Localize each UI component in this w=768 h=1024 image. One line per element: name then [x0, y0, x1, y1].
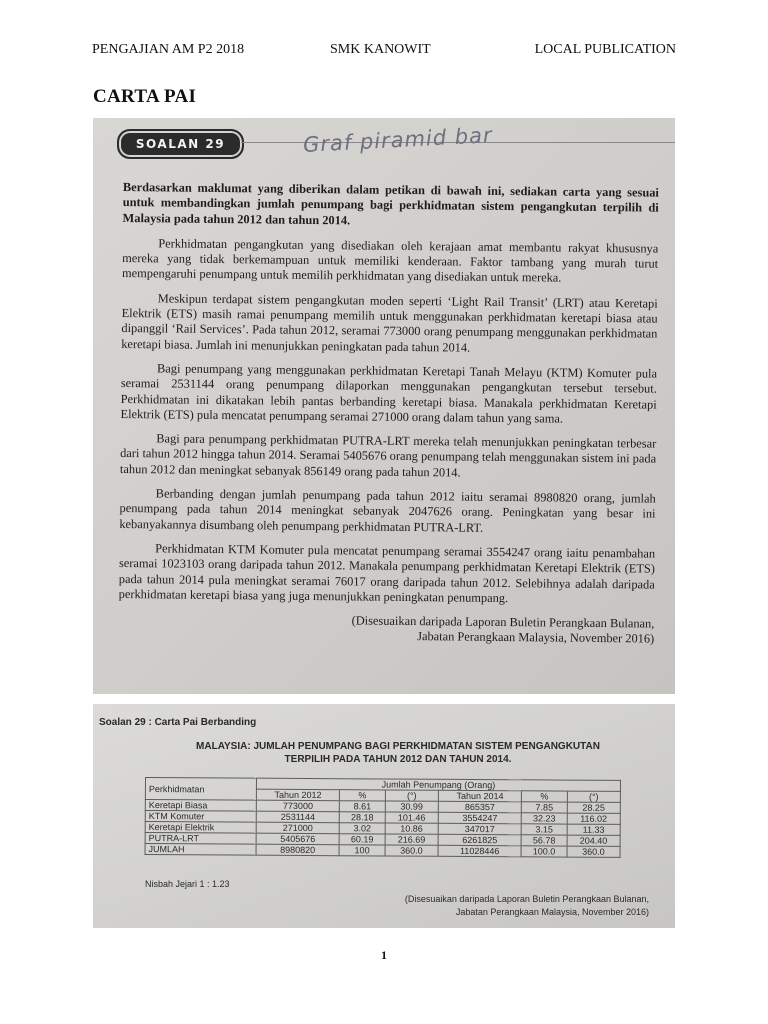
question-photo [93, 118, 675, 694]
table-cell: 7.85 [522, 802, 568, 813]
passage-paragraph-5: Berbanding dengan jumlah penumpang pada tahun 2012 iaitu seramai 8980820 orang, jumlah penumpang pada tahun 2014 meningkat sebanyak 2047626 orang. Peningkatan yang besar ini kebanyakannya disumbang oleh penumpang perkhidmatan PUTRA-LRT. [119, 486, 656, 535]
table-title-line-1: MALAYSIA: JUMLAH PENUMPANG BAGI PERKHIDMATAN SISTEM PENGANGKUTAN [196, 741, 600, 752]
table-cell: 3554247 [438, 812, 521, 824]
subheader-pct-2012: % [340, 790, 386, 801]
answer-table-photo [93, 704, 675, 928]
col-group: Jumlah Penumpang (Orang) [256, 778, 620, 791]
passage-paragraph-4: Bagi para penumpang perkhidmatan PUTRA-LRT mereka telah menunjukkan peningkatan terbesar dari tahun 2012 hingga tahun 2014. Seramai 5405676 orang penumpang telah menggunakan sistem ini pada tahun 2012 dan meningkat sebanyak 856149 orang pada tahun 2014. [119, 431, 657, 480]
table-cell: 3.02 [339, 823, 385, 834]
table-cell: 865357 [438, 801, 521, 813]
table-title [163, 740, 633, 766]
table-cell: 10.86 [385, 823, 438, 834]
row-name: Keretapi Elektrik [145, 822, 256, 834]
page-header [92, 42, 676, 62]
question-text [118, 180, 659, 647]
table-cell: 116.02 [567, 813, 620, 824]
subheader-deg-2012: (°) [385, 790, 438, 801]
table-cell: 5405676 [256, 833, 339, 845]
table-cell: 347017 [438, 823, 521, 835]
table-cell: 216.69 [385, 834, 438, 845]
page-number: 1 [381, 948, 387, 962]
table-cell: 204.40 [567, 835, 620, 846]
table-cell: 100.0 [521, 846, 567, 857]
table-cell: 60.19 [339, 834, 385, 845]
passage-source [118, 611, 654, 647]
table-cell: 30.99 [385, 801, 438, 812]
passage-paragraph-2: Meskipun terdapat sistem pengangkutan moden seperti ‘Light Rail Transit’ (LRT) atau Keretapi Elektrik (ETS) masih ramai penumpang memilih untuk menggunakan perkhidmatan keretapi biasa atau dipanggil ‘Rail Services’. Pada tahun 2012, seramai 773000 orang penumpang menggunakan perkhidmatan keretapi biasa. Jumlah ini menunjukkan peningkatan pada tahun 2014. [121, 291, 658, 355]
row-name: JUMLAH [145, 844, 256, 856]
table-cell: 11028446 [438, 845, 521, 857]
passage-paragraph-1: Perkhidmatan pengangkutan yang disediakan oleh kerajaan amat membantu rakyat khususnya mereka yang tidak berkemampuan untuk memiliki kenderaan. Faktor tambang yang murah turut mempengaruhi penumpang untuk memilih perkhidmatan yang disediakan untuk mereka. [121, 236, 659, 286]
table-cell: 360.0 [385, 845, 438, 856]
table-cell: 2531144 [256, 811, 339, 823]
table-source-line-2: Jabatan Perangkaan Malaysia, November 2016) [455, 907, 649, 917]
section-title: CARTA PAI [93, 86, 197, 107]
passage-source-line-2: Jabatan Perangkaan Malaysia, November 2016) [417, 629, 655, 647]
subheader-2014: Tahun 2014 [438, 790, 521, 802]
table-cell: 100 [339, 845, 385, 856]
header-publication: LOCAL PUBLICATION [534, 42, 676, 57]
table-cell: 32.23 [521, 813, 567, 824]
subheader-2012: Tahun 2012 [256, 789, 339, 801]
table-title-line-2: TERPILIH PADA TAHUN 2012 DAN TAHUN 2014. [284, 754, 512, 765]
radius-ratio: Nisbah Jejari 1 : 1.23 [145, 879, 230, 889]
subheader-pct-2014: % [522, 791, 568, 802]
table-cell: 56.78 [521, 835, 567, 846]
table-cell: 11.33 [567, 824, 620, 835]
table-total-row [145, 844, 620, 858]
table-source [349, 893, 649, 919]
header-school: SMK KANOWIT [330, 42, 431, 57]
question-instruction: Berdasarkan maklumat yang diberikan dalam petikan di bawah ini, sediakan carta yang sesuai untuk membandingkan jumlah penumpang bagi perkhidmatan sistem pengangkutan terpilih di Malaysia pada tahun 2012 dan tahun 2014. [122, 180, 659, 227]
table-cell: 360.0 [567, 846, 620, 857]
table-cell: 28.25 [567, 802, 620, 813]
answer-label: Soalan 29 : Carta Pai Berbanding [99, 717, 257, 728]
table-cell: 101.46 [385, 812, 438, 823]
table-cell: 6261825 [438, 834, 521, 846]
row-name: PUTRA-LRT [145, 833, 256, 845]
handwritten-note: Graf piramid bar [302, 123, 494, 157]
table-cell: 3.15 [521, 824, 567, 835]
row-name: Keretapi Biasa [145, 800, 256, 812]
header-subject: PENGAJIAN AM P2 2018 [92, 42, 245, 57]
col-service: Perkhidmatan [145, 778, 256, 801]
row-name: KTM Komuter [145, 811, 256, 823]
question-badge: SOALAN 29 [117, 129, 244, 159]
table-cell: 271000 [256, 822, 339, 834]
table-cell: 8.61 [340, 801, 386, 812]
table-cell: 28.18 [340, 812, 386, 823]
passenger-table [145, 777, 621, 858]
table-cell: 773000 [256, 800, 339, 812]
table-header-row [145, 778, 620, 792]
table-cell: 8980820 [256, 844, 339, 856]
table-source-line-1: (Disesuaikan daripada Laporan Buletin Perangkaan Bulanan, [404, 894, 649, 904]
passage-paragraph-6: Perkhidmatan KTM Komuter pula mencatat penumpang seramai 3554247 orang iaitu penambahan seramai 1023103 orang daripada tahun 2012. Manakala penumpang perkhidmatan Keretapi Elektrik (ETS) pada tahun 2014 pula meningkat seramai 76017 orang daripada tahun 2012. Selebihnya adalah daripada perkhidmatan keretapi biasa yang juga menunjukkan peningkatan penumpang. [118, 541, 656, 605]
subheader-deg-2014: (°) [567, 791, 620, 802]
passage-paragraph-3: Bagi penumpang yang menggunakan perkhidmatan Keretapi Tanah Melayu (KTM) Komuter pula seramai 2531144 orang penumpang dilaporkan menggunakan pengangkutan tersebut tersebut. Perkhidmatan ini dikatakan lebih pantas berbanding keretapi biasa. Manakala perkhidmatan Keretapi Elektrik (ETS) pula mencatat penumpang seramai 271000 orang dalam tahun yang sama. [120, 361, 658, 426]
passage-source-line-1: (Disesuaikan daripada Laporan Buletin Perangkaan Bulanan, [351, 613, 655, 631]
